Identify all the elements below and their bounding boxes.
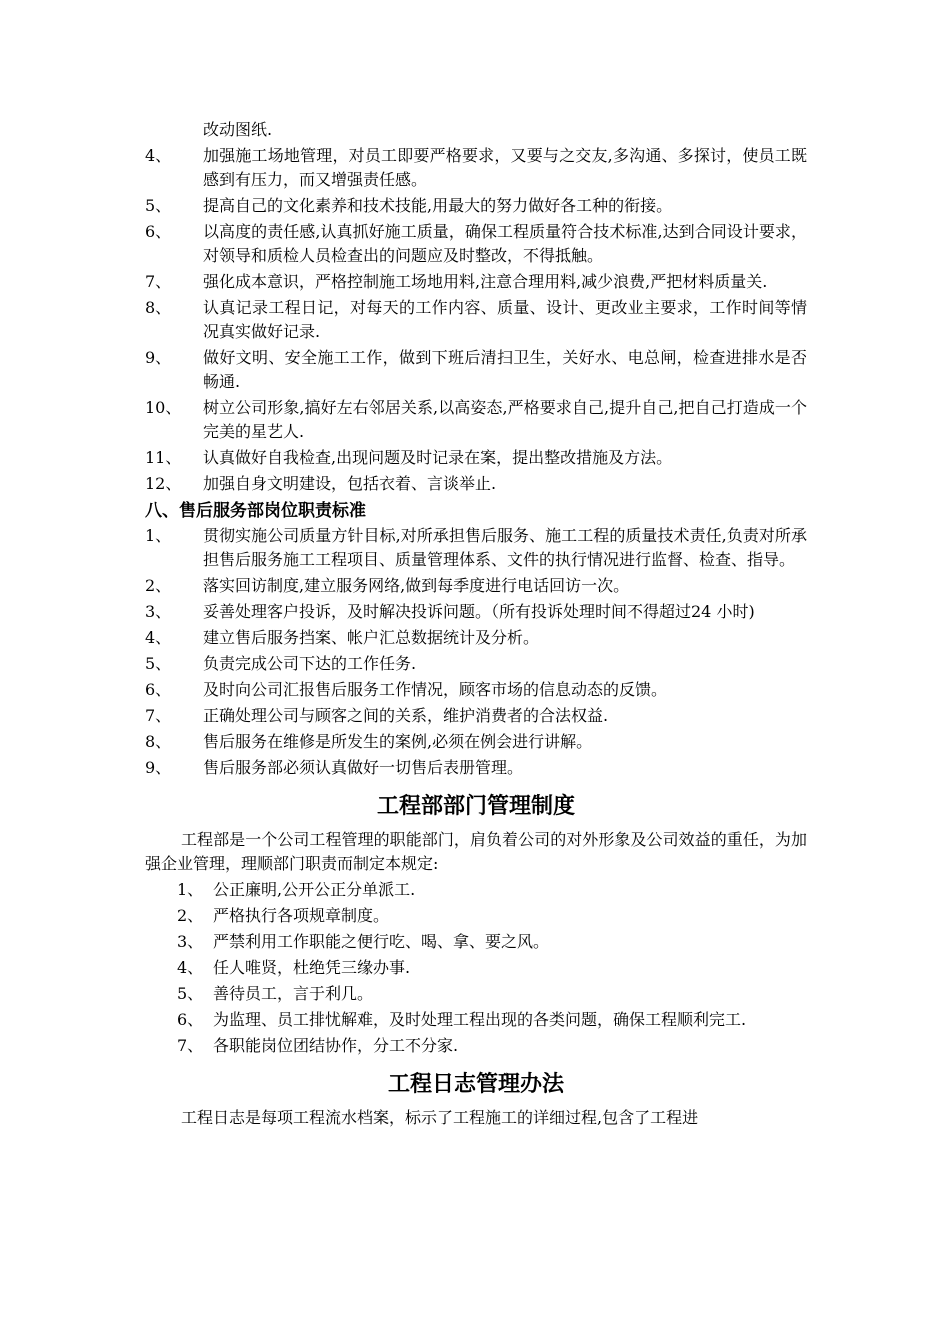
- section-heading: 八、售后服务部岗位职责标准: [145, 501, 366, 521]
- list-item: 10、 树立公司形象,搞好左右邻居关系,以高姿态,严格要求自己,提升自己,把自己打造成一个完美的星艺人.: [145, 398, 807, 441]
- list-item: 1、 公正廉明,公开公正分单派工.: [177, 880, 416, 899]
- part1-list: [145, 144, 807, 496]
- section8-list: [145, 524, 807, 780]
- continuation-text: 改动图纸.: [203, 120, 273, 139]
- list-item: 7、 各职能岗位团结协作，分工不分家.: [177, 1036, 459, 1055]
- list-item: 4、 任人唯贤，杜绝凭三缘办事.: [177, 958, 411, 977]
- dept-list: [145, 878, 807, 1058]
- dept-title: 工程部部门管理制度: [376, 794, 575, 819]
- list-item: 5、 善待员工，言于利几。: [177, 984, 374, 1003]
- list-item: 6、 及时向公司汇报售后服务工作情况，顾客市场的信息动态的反馈。: [145, 680, 668, 699]
- list-item: 9、 做好文明、安全施工工作，做到下班后清扫卫生，关好水、电总闸，检查进排水是否畅通.: [145, 348, 807, 391]
- list-item: 3、 妥善处理客户投诉，及时解决投诉问题。（所有投诉处理时间不得超过24 小时): [145, 602, 755, 621]
- list-item: 6、 为监理、员工排忧解难，及时处理工程出现的各类问题，确保工程顺利完工.: [177, 1010, 747, 1029]
- list-item: 4、 加强施工场地管理，对员工即要严格要求，又要与之交友,多沟通、多探讨，使员工既感到有压力，而又增强责任感。: [145, 146, 807, 189]
- list-item: 12、 加强自身文明建设，包括衣着、言谈举止.: [145, 474, 497, 493]
- list-item: 3、 严禁利用工作职能之便行吃、喝、拿、要之风。: [177, 932, 550, 951]
- list-item: 1、 贯彻实施公司质量方针目标,对所承担售后服务、施工工程的质量技术责任,负责对所承担售后服务施工工程项目、质量管理体系、文件的执行情况进行监督、检查、指导。: [145, 526, 807, 569]
- list-item: 9、 售后服务部必须认真做好一切售后表册管理。: [145, 758, 524, 777]
- log-intro: 工程日志是每项工程流水档案，标示了工程施工的详细过程,包含了工程进: [181, 1108, 699, 1127]
- list-item: 7、 强化成本意识，严格控制施工场地用料,注意合理用料,减少浪费,严把材料质量关.: [145, 272, 768, 291]
- list-item: 5、 负责完成公司下达的工作任务.: [145, 654, 417, 673]
- list-item: 11、 认真做好自我检查,出现问题及时记录在案，提出整改措施及方法。: [145, 448, 673, 467]
- list-item: 6、 以高度的责任感,认真抓好施工质量，确保工程质量符合技术标准,达到合同设计要求，对领导和质检人员检查出的问题应及时整改，不得抵触。: [145, 222, 807, 265]
- list-item: 4、 建立售后服务挡案、帐户汇总数据统计及分析。: [145, 628, 540, 647]
- list-item: 8、 认真记录工程日记，对每天的工作内容、质量、设计、更改业主要求，工作时间等情况真实做好记录.: [145, 298, 807, 341]
- document-page: [145, 118, 807, 1130]
- list-item: 7、 正确处理公司与顾客之间的关系，维护消费者的合法权益.: [145, 706, 609, 725]
- list-item: 2、 严格执行各项规章制度。: [177, 906, 390, 925]
- list-item: 8、 售后服务在维修是所发生的案例,必须在例会进行讲解。: [145, 732, 593, 751]
- dept-intro: 工程部是一个公司工程管理的职能部门，肩负着公司的对外形象及公司效益的重任，为加强企业管理，理顺部门职责而制定本规定:: [145, 830, 807, 873]
- list-item: 2、 落实回访制度,建立服务网络,做到每季度进行电话回访一次。: [145, 576, 630, 595]
- log-title: 工程日志管理办法: [387, 1072, 564, 1097]
- list-item: 5、 提高自己的文化素养和技术技能,用最大的努力做好各工种的衔接。: [145, 196, 673, 215]
